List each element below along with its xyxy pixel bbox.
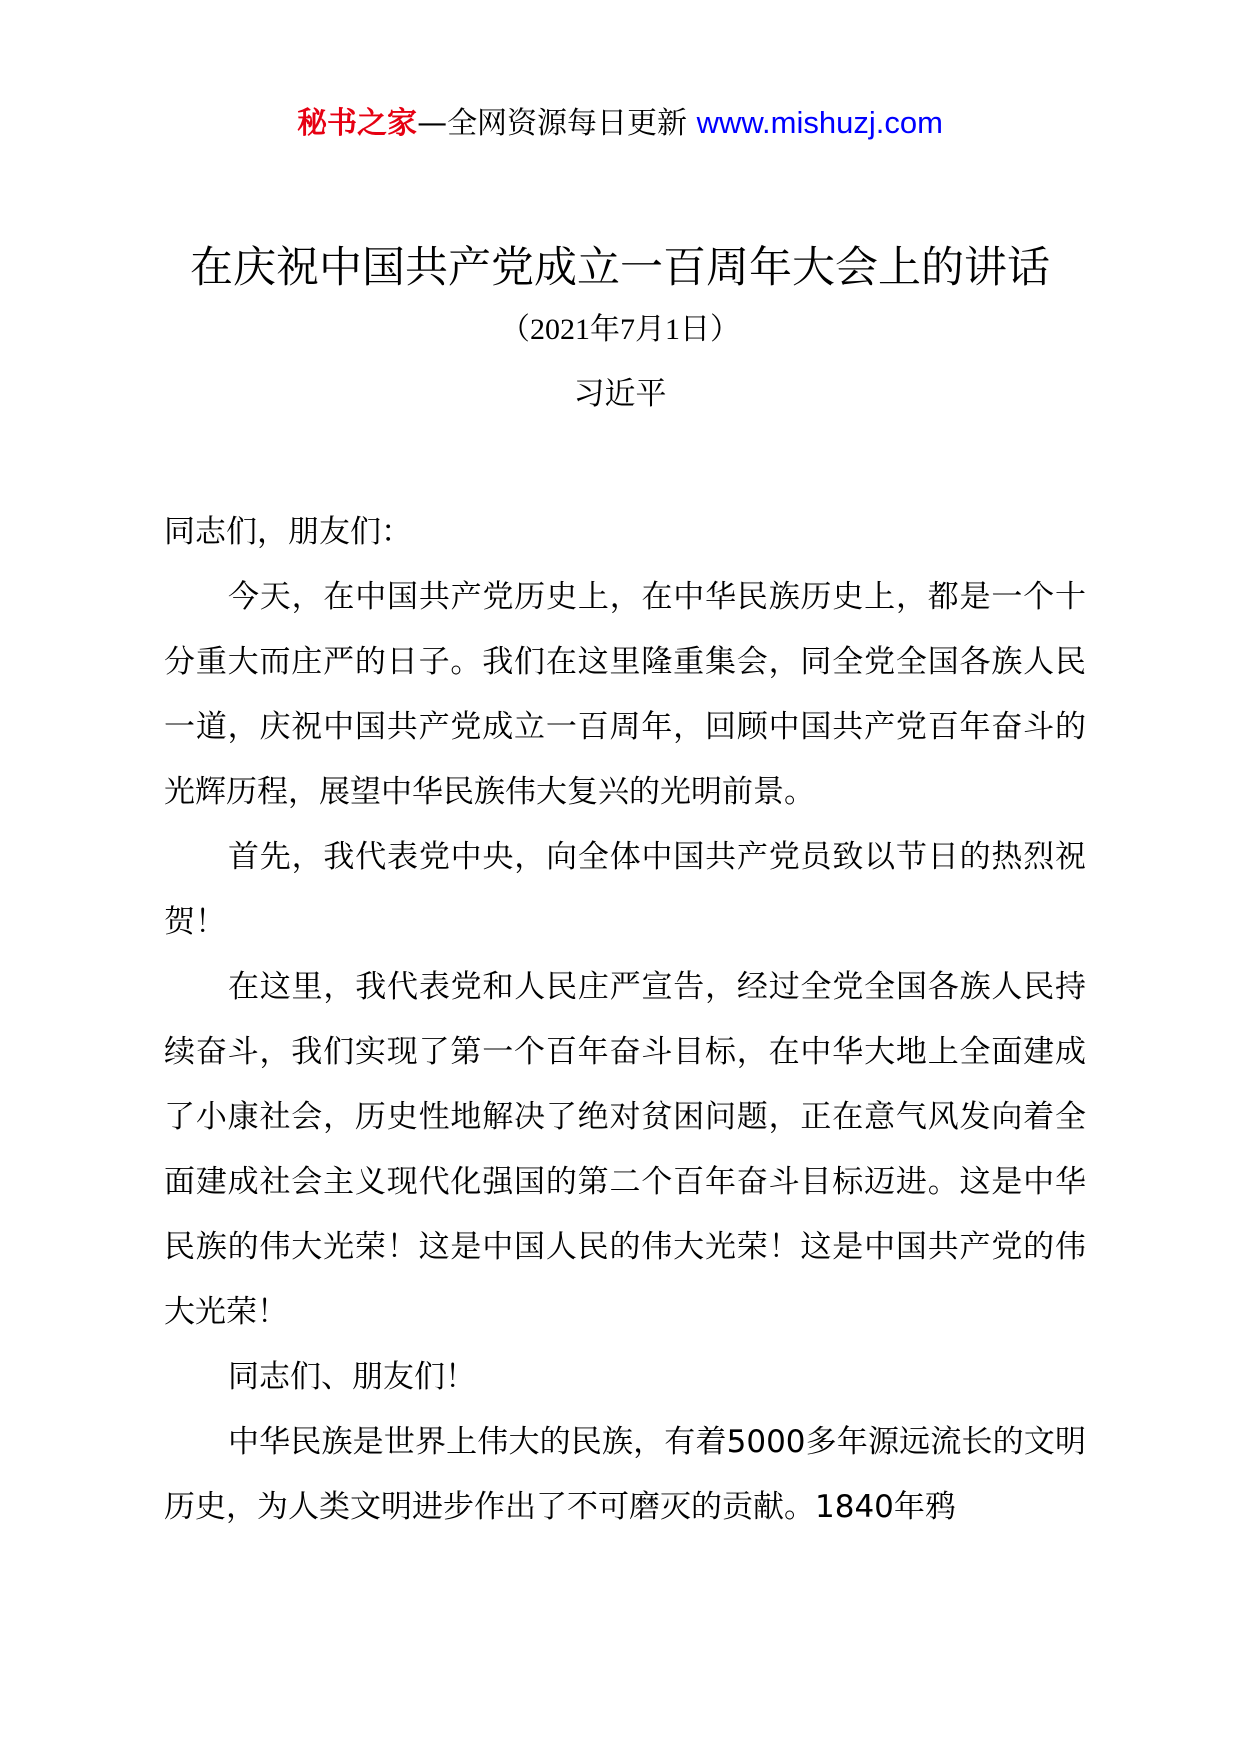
document-title: 在庆祝中国共产党成立一百周年大会上的讲话 (190, 243, 1050, 293)
site-slogan: —全网资源每日更新 (417, 106, 688, 141)
site-header (0, 102, 1240, 145)
site-url-link[interactable]: www.mishuzj.com (696, 105, 943, 140)
document-author: 习近平 (573, 376, 667, 412)
greeting: 同志们，朋友们： (164, 514, 412, 550)
paragraph: 中华民族是世界上伟大的民族，有着5000多年源远流长的文明历史，为人类文明进步作出了不可磨灭的贡献。1840年鸦 (164, 1424, 1086, 1525)
site-brand: 秘书之家 (297, 106, 418, 141)
document-body (164, 500, 1086, 1540)
paragraph: 今天，在中国共产党历史上，在中华民族历史上，都是一个十分重大而庄严的日子。我们在这里隆重集会，同全党全国各族人民一道，庆祝中国共产党成立一百周年，回顾中国共产党百年奋斗的光辉历程，展望中华民族伟大复兴的光明前景。 (164, 579, 1086, 810)
paragraph: 同志们、朋友们！ (228, 1359, 476, 1395)
paragraph: 首先，我代表党中央，向全体中国共产党员致以节日的热烈祝贺！ (164, 839, 1086, 940)
document-date: （2021年7月1日） (500, 313, 740, 346)
paragraph: 在这里，我代表党和人民庄严宣告，经过全党全国各族人民持续奋斗，我们实现了第一个百年奋斗目标，在中华大地上全面建成了小康社会，历史性地解决了绝对贫困问题，正在意气风发向着全面建成社会主义现代化强国的第二个百年奋斗目标迈进。这是中华民族的伟大光荣！这是中国人民的伟大光荣！这是中国共产党的伟大光荣！ (164, 969, 1086, 1330)
